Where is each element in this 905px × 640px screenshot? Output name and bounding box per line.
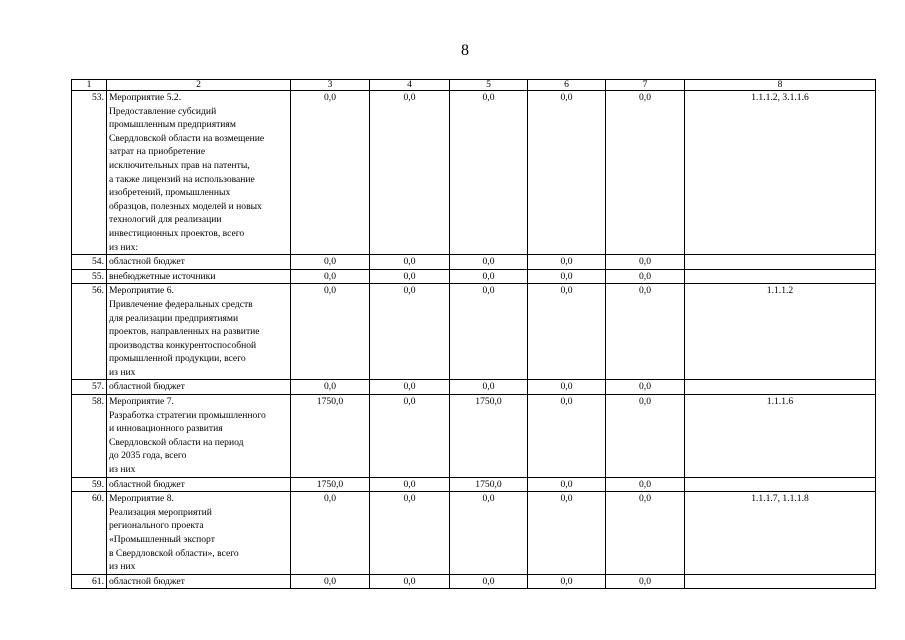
row-number: 57. (72, 380, 107, 395)
value-col-5: 1750,0 (450, 395, 528, 478)
row-number: 54. (72, 255, 107, 270)
value-col-5: 0,0 (450, 380, 528, 395)
row-number: 58. (72, 395, 107, 478)
value-col-4: 0,0 (370, 284, 450, 380)
value-col-5: 0,0 (450, 574, 528, 589)
column-header: 6 (528, 80, 606, 91)
value-col-3: 0,0 (291, 91, 370, 255)
value-col-7: 0,0 (606, 395, 685, 478)
value-col-6: 0,0 (528, 492, 606, 575)
column-header: 8 (685, 80, 876, 91)
row-name: Мероприятие 7. Разработка стратегии промышленного и инновационного развития Свердловской области на период до 2035 года, всего из них (107, 395, 291, 478)
row-number: 53. (72, 91, 107, 255)
target-reference: 1.1.1.7, 1.1.1.8 (685, 492, 876, 575)
table-row (72, 284, 876, 380)
target-reference: 1.1.1.2, 3.1.1.6 (685, 91, 876, 255)
row-name: областной бюджет (107, 255, 291, 270)
value-col-5: 1750,0 (450, 477, 528, 492)
value-col-4: 0,0 (370, 492, 450, 575)
table-row (72, 477, 876, 492)
value-col-5: 0,0 (450, 91, 528, 255)
row-name: областной бюджет (107, 574, 291, 589)
value-col-6: 0,0 (528, 91, 606, 255)
column-header: 1 (72, 80, 107, 91)
value-col-3: 0,0 (291, 269, 370, 284)
table-row (72, 269, 876, 284)
value-col-4: 0,0 (370, 255, 450, 270)
row-number: 61. (72, 574, 107, 589)
value-col-4: 0,0 (370, 380, 450, 395)
row-name: Мероприятие 5.2. Предоставление субсидий промышленным предприятиям Свердловской области на возмещение затрат на приобретение исключительных прав на патенты, а также лицензий на использование изобретений, промышленных образцов, полезных моделей и новых технологий для реализации инвестиционных проектов, всего из них: (107, 91, 291, 255)
target-reference (685, 574, 876, 589)
table-row (72, 492, 876, 575)
value-col-4: 0,0 (370, 269, 450, 284)
target-reference (685, 380, 876, 395)
value-col-5: 0,0 (450, 255, 528, 270)
row-number: 55. (72, 269, 107, 284)
row-number: 56. (72, 284, 107, 380)
value-col-4: 0,0 (370, 91, 450, 255)
value-col-6: 0,0 (528, 574, 606, 589)
value-col-5: 0,0 (450, 284, 528, 380)
value-col-6: 0,0 (528, 380, 606, 395)
value-col-7: 0,0 (606, 269, 685, 284)
value-col-4: 0,0 (370, 574, 450, 589)
row-name: Мероприятие 6. Привлечение федеральных средств для реализации предприятиями проектов, направленных на развитие производства конкурентоспособной промышленной продукции, всего из них (107, 284, 291, 380)
value-col-6: 0,0 (528, 284, 606, 380)
table-row (72, 91, 876, 255)
row-number: 60. (72, 492, 107, 575)
column-header: 5 (450, 80, 528, 91)
value-col-3: 0,0 (291, 574, 370, 589)
value-col-7: 0,0 (606, 91, 685, 255)
column-header: 3 (291, 80, 370, 91)
row-name: областной бюджет (107, 477, 291, 492)
column-header: 7 (606, 80, 685, 91)
value-col-6: 0,0 (528, 269, 606, 284)
value-col-7: 0,0 (606, 574, 685, 589)
value-col-3: 1750,0 (291, 477, 370, 492)
value-col-3: 0,0 (291, 284, 370, 380)
value-col-6: 0,0 (528, 395, 606, 478)
target-reference (685, 255, 876, 270)
target-reference: 1.1.1.6 (685, 395, 876, 478)
value-col-3: 0,0 (291, 492, 370, 575)
column-header: 4 (370, 80, 450, 91)
row-name: Мероприятие 8. Реализация мероприятий регионального проекта «Промышленный экспорт в Свердловской области», всего из них (107, 492, 291, 575)
value-col-3: 1750,0 (291, 395, 370, 478)
column-header: 2 (107, 80, 291, 91)
value-col-7: 0,0 (606, 477, 685, 492)
value-col-5: 0,0 (450, 269, 528, 284)
table-row (72, 395, 876, 478)
column-header-row (72, 80, 876, 91)
value-col-3: 0,0 (291, 380, 370, 395)
row-name: областной бюджет (107, 380, 291, 395)
row-number: 59. (72, 477, 107, 492)
value-col-7: 0,0 (606, 380, 685, 395)
value-col-6: 0,0 (528, 255, 606, 270)
table-row (72, 380, 876, 395)
table-row (72, 255, 876, 270)
value-col-7: 0,0 (606, 255, 685, 270)
value-col-3: 0,0 (291, 255, 370, 270)
value-col-6: 0,0 (528, 477, 606, 492)
value-col-5: 0,0 (450, 492, 528, 575)
target-reference: 1.1.1.2 (685, 284, 876, 380)
row-name: внебюджетные источники (107, 269, 291, 284)
value-col-4: 0,0 (370, 395, 450, 478)
value-col-7: 0,0 (606, 492, 685, 575)
value-col-4: 0,0 (370, 477, 450, 492)
table-row (72, 574, 876, 589)
page-number: 8 (461, 42, 469, 59)
budget-table (71, 79, 876, 589)
target-reference (685, 269, 876, 284)
target-reference (685, 477, 876, 492)
value-col-7: 0,0 (606, 284, 685, 380)
